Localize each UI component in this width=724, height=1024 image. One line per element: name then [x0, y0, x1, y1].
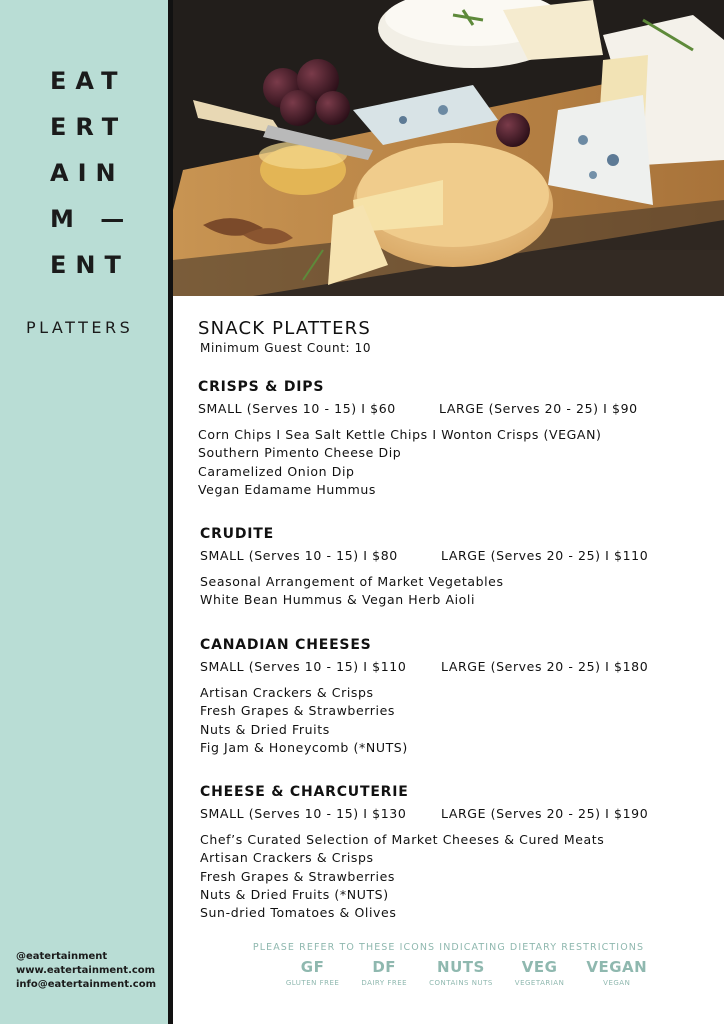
icon-label: GLUTEN FREE	[285, 979, 340, 987]
contains-nuts-icon	[429, 957, 493, 987]
icon-label: VEGAN	[603, 979, 631, 987]
section-title: CRUDITE	[200, 526, 274, 542]
website-link[interactable]: www.eatertainment.com	[16, 965, 156, 976]
item-list	[200, 573, 710, 610]
list-item: Artisan Crackers & Crisps	[200, 850, 374, 866]
list-item: Artisan Crackers & Crisps	[200, 685, 374, 700]
menu-section-canadian-cheeses	[200, 636, 710, 757]
hero-image-cheese-board	[173, 0, 724, 296]
icon-label: DAIRY FREE	[361, 979, 408, 987]
page-title: SNACK PLATTERS	[198, 318, 371, 339]
menu-content	[198, 318, 708, 921]
list-item: Caramelized Onion Dip	[198, 463, 355, 479]
logo-line: EAT	[50, 67, 127, 95]
menu-section-cheese-charcuterie	[200, 783, 710, 922]
min-guest-count: Minimum Guest Count: 10	[200, 341, 372, 355]
vegetarian-icon	[515, 957, 565, 987]
list-item: Vegan Edamame Hummus	[198, 481, 377, 497]
list-item: Southern Pimento Cheese Dip	[198, 445, 402, 461]
section-title: CANADIAN CHEESES	[200, 637, 372, 653]
list-item: Nuts & Dried Fruits (*NUTS)	[200, 886, 389, 902]
logo-line: ERT	[50, 113, 128, 141]
legend-note: PLEASE REFER TO THESE ICONS INDICATING DIETARY RESTRICTIONS	[252, 942, 645, 953]
icon-abbr: VEG	[521, 958, 558, 976]
item-list	[198, 426, 708, 499]
gluten-free-icon	[286, 957, 340, 987]
price-row	[200, 548, 710, 564]
icon-abbr: DF	[372, 958, 397, 976]
contact-info	[16, 950, 156, 992]
section-title: CHEESE & CHARCUTERIE	[200, 784, 409, 800]
price-row	[200, 659, 710, 675]
menu-section-crudite	[200, 525, 710, 610]
icon-label: CONTAINS NUTS	[429, 979, 493, 987]
social-handle[interactable]: @eatertainment	[16, 951, 108, 962]
list-item: Seasonal Arrangement of Market Vegetables	[200, 574, 504, 589]
item-list	[200, 831, 710, 922]
dairy-free-icon	[361, 957, 407, 987]
menu-section-crisps-dips	[198, 378, 708, 499]
icon-label: VEGETARIAN	[514, 979, 565, 987]
logo	[50, 66, 133, 296]
list-item: Fresh Grapes & Strawberries	[200, 868, 395, 884]
list-item: Fig Jam & Honeycomb (*NUTS)	[200, 739, 408, 755]
section-title: CRISPS & DIPS	[198, 379, 325, 395]
cheese-board-illustration	[173, 0, 724, 296]
small-price: SMALL (Serves 10 - 15) I $130	[200, 806, 407, 821]
list-item: Fresh Grapes & Strawberries	[200, 703, 395, 719]
price-row	[198, 401, 708, 417]
sidebar-section-title: PLATTERS	[26, 318, 134, 337]
item-list	[200, 684, 710, 757]
large-price: LARGE (Serves 20 - 25) I $110	[441, 548, 649, 563]
vegan-icon	[586, 957, 647, 987]
small-price: SMALL (Serves 10 - 15) I $80	[200, 548, 398, 563]
list-item: Corn Chips I Sea Salt Kettle Chips I Wonton Crisps (VEGAN)	[198, 427, 602, 442]
price-row	[200, 806, 710, 822]
list-item: Nuts & Dried Fruits	[200, 721, 330, 737]
icon-abbr: NUTS	[437, 958, 485, 976]
list-item: Sun-dried Tomatoes & Olives	[200, 905, 397, 921]
small-price: SMALL (Serves 10 - 15) I $60	[198, 401, 396, 416]
icon-abbr: VEGAN	[586, 958, 648, 976]
dietary-icons	[173, 957, 724, 987]
icon-abbr: GF	[300, 958, 325, 976]
list-item: White Bean Hummus & Vegan Herb Aioli	[200, 592, 476, 608]
list-item: Chef’s Curated Selection of Market Cheeses & Cured Meats	[200, 832, 605, 847]
dietary-legend	[173, 942, 724, 987]
email-link[interactable]: info@eatertainment.com	[16, 979, 156, 990]
large-price: LARGE (Serves 20 - 25) I $190	[441, 806, 649, 821]
small-price: SMALL (Serves 10 - 15) I $110	[200, 659, 407, 674]
logo-line: ENT	[50, 251, 130, 279]
large-price: LARGE (Serves 20 - 25) I $180	[441, 659, 649, 674]
large-price: LARGE (Serves 20 - 25) I $90	[439, 401, 638, 416]
logo-line: AIN	[50, 159, 125, 187]
logo-line: M —	[50, 205, 134, 233]
